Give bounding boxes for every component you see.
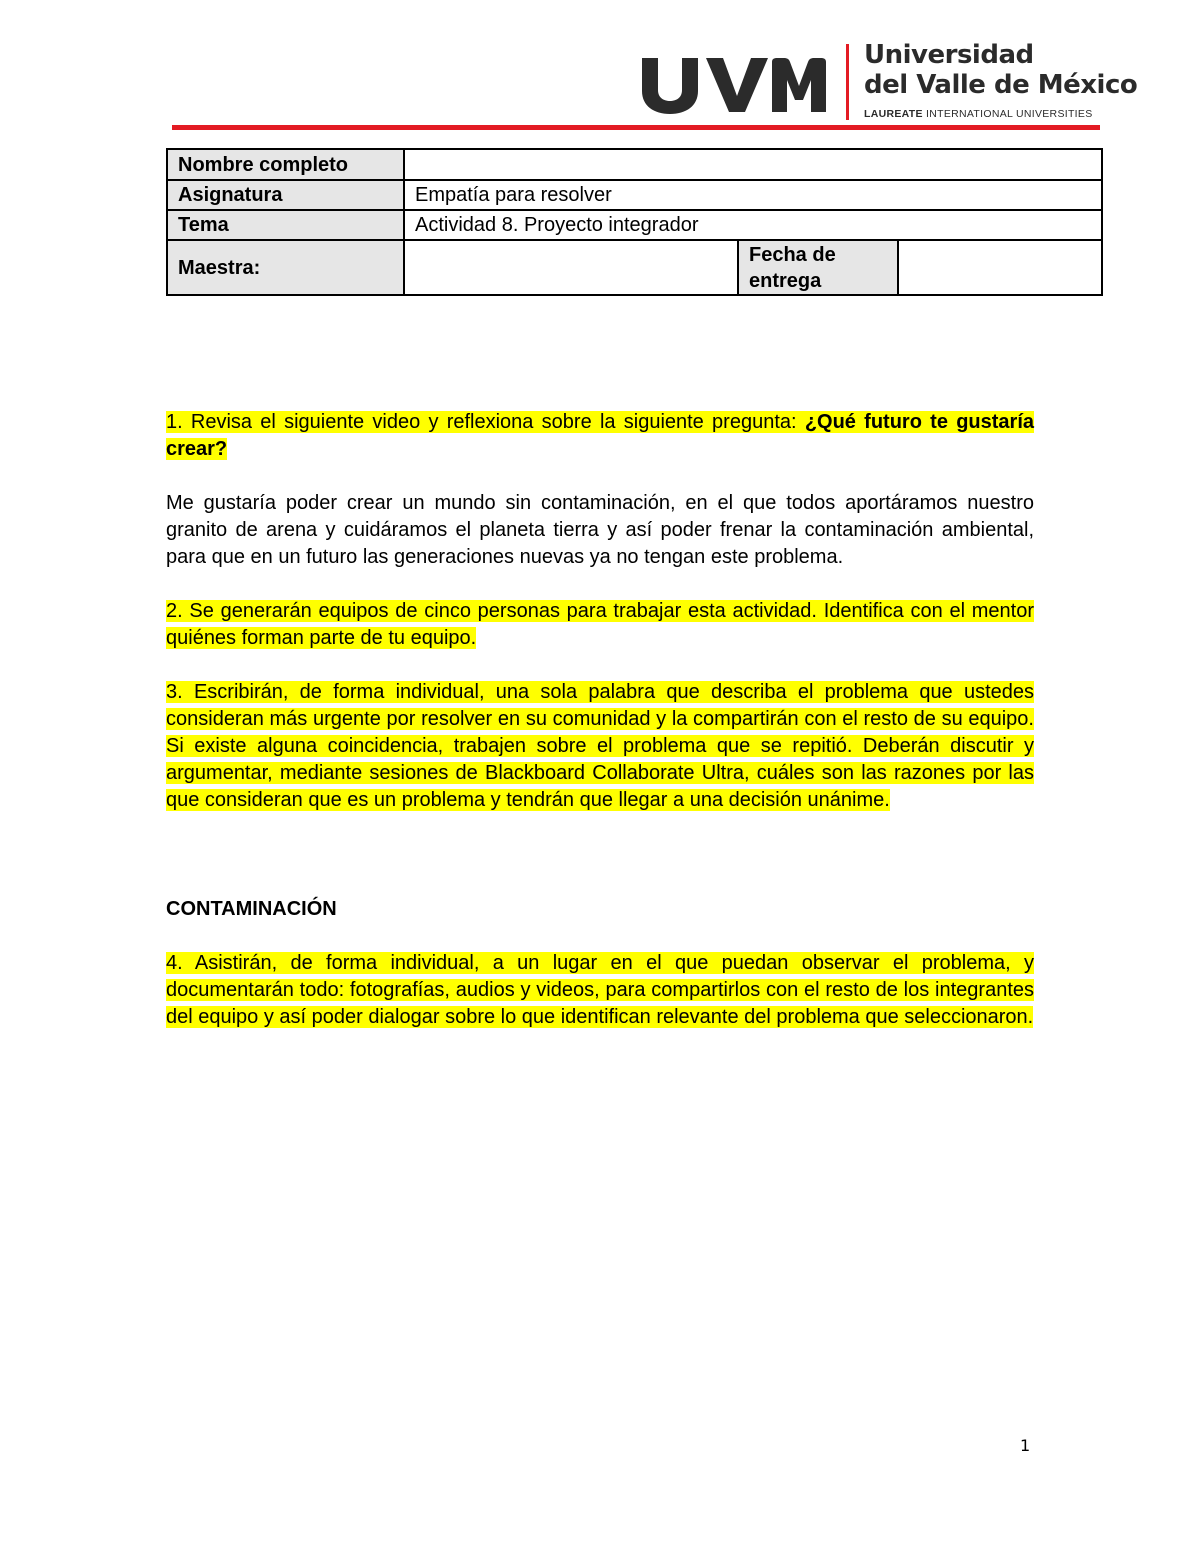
fecha-entrega-value[interactable] — [898, 240, 1102, 295]
page-number: 1 — [1020, 1436, 1031, 1455]
asignatura-label: Asignatura — [167, 180, 404, 210]
activity-content — [166, 409, 1034, 1031]
question-1-prompt: 1. Revisa el siguiente video y reflexiona sobre la siguiente pregunta: — [166, 411, 805, 433]
tagline-bold: LAUREATE — [864, 108, 923, 120]
nombre-label: Nombre completo — [167, 149, 404, 180]
uvm-logo-mark — [638, 56, 828, 114]
logo-divider — [846, 44, 849, 120]
tagline-rest: INTERNATIONAL UNIVERSITIES — [922, 108, 1093, 120]
asignatura-value[interactable]: Empatía para resolver — [404, 180, 1102, 210]
header-red-rule — [172, 125, 1100, 130]
student-info-table — [166, 148, 1103, 296]
question-1-text — [166, 411, 1034, 460]
question-1-bold: ¿Qué futuro te gustaría crear? — [166, 411, 1034, 460]
answer-1: Me gustaría poder crear un mundo sin contaminación, en el que todos aportáramos nuestro granito de arena y cuidáramos el planeta tierra y así poder frenar la contaminación ambiental, para que en un futuro las generaciones nuevas ya no tengan este problema. — [166, 492, 1034, 568]
nombre-value[interactable] — [404, 149, 1102, 180]
maestra-value[interactable] — [404, 240, 738, 295]
question-4-text: 4. Asistirán, de forma individual, a un lugar en el que puedan observar el problema, y documentarán todo: fotografías, audios y videos, para compartirlos con el resto de los integrantes del equipo y así poder dialogar sobre lo que identifican relevante del problema que seleccionaron. — [166, 952, 1034, 1028]
answer-3-word: CONTAMINACIÓN — [166, 898, 337, 920]
table-row-asignatura — [167, 180, 1102, 210]
fecha-entrega-label: Fecha de entrega — [738, 240, 898, 295]
university-name-line1: Universidad — [864, 40, 1034, 70]
question-3 — [166, 679, 1034, 814]
tema-label: Tema — [167, 210, 404, 240]
uvm-logo — [638, 40, 1138, 124]
question-1 — [166, 409, 1034, 463]
laureate-tagline — [864, 108, 1093, 120]
table-row-maestra — [167, 240, 1102, 295]
tema-value[interactable]: Actividad 8. Proyecto integrador — [404, 210, 1102, 240]
question-3-text: 3. Escribirán, de forma individual, una sola palabra que describa el problema que ustedes consideran más urgente por resolver en su comunidad y la compartirán con el resto de su equipo. Si existe alguna coincidencia, trabajen sobre el problema que se repitió. Deberán discutir y argumentar, mediante sesiones de Blackboard Collaborate Ultra, cuáles son las razones por las que consideran que es un problema y tendrán que llegar a una decisión unánime. — [166, 681, 1034, 811]
university-name — [864, 40, 1137, 100]
table-row-nombre — [167, 149, 1102, 180]
table-row-tema — [167, 210, 1102, 240]
university-name-line2: del Valle de México — [864, 70, 1138, 100]
maestra-label: Maestra: — [167, 240, 404, 295]
question-4 — [166, 950, 1034, 1031]
question-2 — [166, 598, 1034, 652]
question-2-text: 2. Se generarán equipos de cinco personas para trabajar esta actividad. Identifica con el mentor quiénes forman parte de tu equipo. — [166, 600, 1034, 649]
